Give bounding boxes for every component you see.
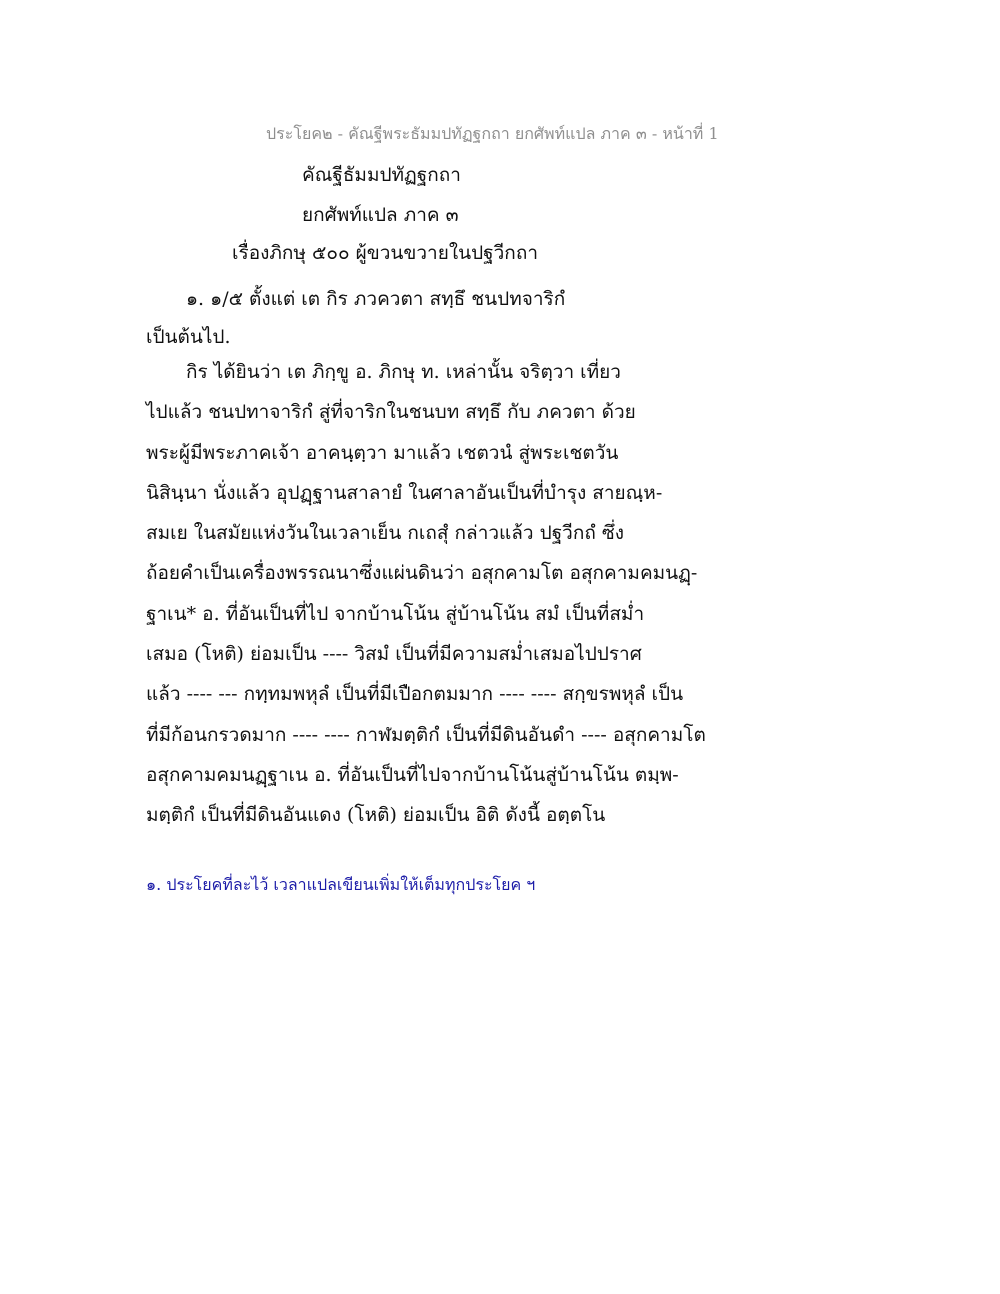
body-line: กิร ได้ยินว่า เต ภิกฺขู อ. ภิกษุ ท. เหล่านั้น จริตฺวา เที่ยว: [186, 361, 621, 383]
footnote: ๑. ประโยคที่ละไว้ เวลาแปลเขียนเพิ่มให้เต็มทุกประโยค ฯ: [146, 875, 536, 894]
paragraph-1-line: ๑. ๑/๕ ตั้งแต่ เต กิร ภวควตา สทฺธึ ชนปทจาริกํ: [186, 288, 566, 310]
body-line: ที่มีก้อนกรวดมาก ---- ---- กาฬมตฺติกํ เป็นที่มีดินอันดำ ---- อสุกคามโต: [146, 723, 706, 746]
body-line: มตฺติกํ เป็นที่มีดินอันแดง (โหติ) ย่อมเป็น อิติ ดังนี้ อตฺตโน: [146, 804, 606, 827]
running-header: ประโยค๒ - คัณฐีพระธัมมปทัฏฐกถา ยกศัพท์แปล ภาค ๓ - หน้าที่ 1: [266, 124, 719, 143]
body-line: แล้ว ---- --- กทฺทมพหุลํ เป็นที่มีเปือกตมมาก ---- ---- สกฺขรพหุลํ เป็น: [146, 683, 684, 706]
paragraph-1-line: เป็นต้นไป.: [146, 326, 231, 348]
body-line: ฐาเน* อ. ที่อันเป็นที่ไป จากบ้านโน้น สู่บ้านโน้น สมํ เป็นที่สม่ำ: [146, 602, 645, 625]
body-line: สมเย ในสมัยแห่งวันในเวลาเย็น กเถสุํ กล่าวแล้ว ปฐวีกถํ ซึ่ง: [146, 522, 625, 545]
story-title: เรื่องภิกษุ ๕๐๐ ผู้ขวนขวายในปฐวีกถา: [232, 242, 538, 264]
paragraph-2: [146, 352, 716, 836]
book-subtitle: ยกศัพท์แปล ภาค ๓: [302, 204, 459, 226]
body-line: ไปแล้ว ชนปทาจาริกํ สู่ที่จาริกในชนบท สทฺธึ กับ ภควตา ด้วย: [146, 401, 636, 424]
body-line: เสมอ (โหติ) ย่อมเป็น ---- วิสมํ เป็นที่มีความสม่ำเสมอไปปราศ: [146, 643, 642, 666]
body-line: ถ้อยคำเป็นเครื่องพรรณนาซึ่งแผ่นดินว่า อสุกคามโต อสุกคามคมนฏฺ-: [146, 562, 698, 585]
body-line: อสุกคามคมนฏฺฐาเน อ. ที่อันเป็นที่ไปจากบ้านโน้นสู่บ้านโน้น ตมฺพ-: [146, 763, 679, 786]
body-line: พระผู้มีพระภาคเจ้า อาคนฺตฺวา มาแล้ว เชตวนํ สู่พระเชตวัน: [146, 441, 619, 464]
paragraph-1: [146, 280, 565, 356]
book-title: คัณฐีธัมมปทัฏฐกถา: [302, 164, 461, 186]
body-line: นิสินฺนา นั่งแล้ว อุปฏฺฐานสาลายํ ในศาลาอันเป็นที่บำรุง สายณฺห-: [146, 481, 663, 504]
